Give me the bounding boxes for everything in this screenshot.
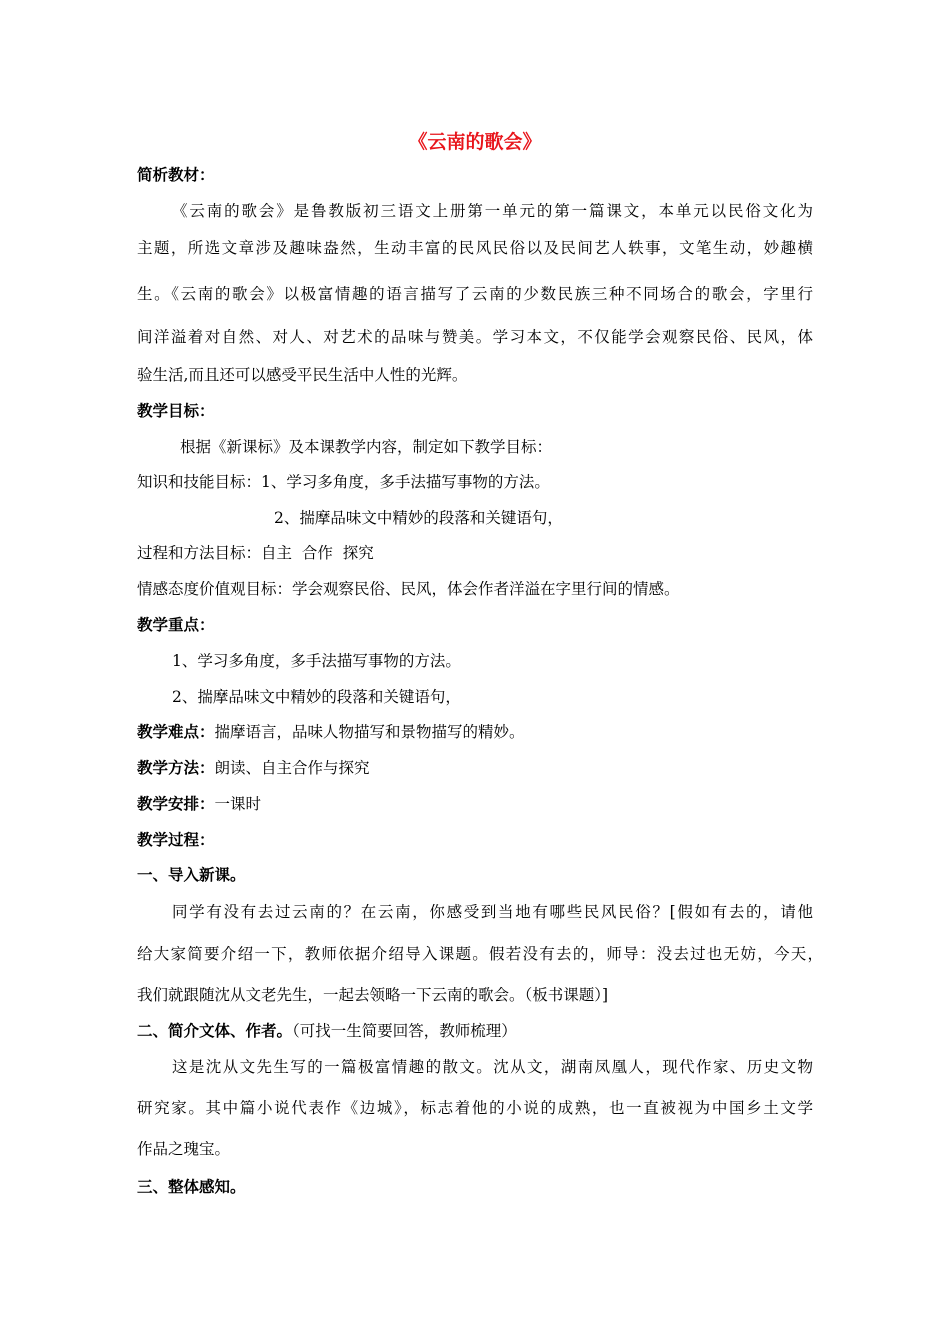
method-label: 教学方法： — [137, 759, 215, 777]
section-2-heading: 二、简介文体、作者。 — [137, 1022, 293, 1040]
key-point-item: 1、学习多角度，多手法描写事物的方法。 — [172, 652, 461, 670]
section-2-line: 研究家。其中篇小说代表作《边城》，标志着他的小说的成熟，也一直被视为中国乡土文学 — [137, 1099, 813, 1117]
key-point-item: 2、揣摩品味文中精妙的段落和关键语句， — [172, 688, 461, 706]
knowledge-goal-1: 1、学习多角度，多手法描写事物的方法。 — [261, 473, 550, 491]
process-heading: 教学过程： — [137, 831, 215, 849]
emotion-goal: 情感态度价值观目标：学会观察民俗、民风，体会作者洋溢在字里行间的情感。 — [137, 580, 680, 598]
section-1-line: 同学有没有去过云南的？在云南，你感受到当地有哪些民风民俗？[假如有去的，请他 — [172, 903, 813, 921]
method-text: 朗读、自主合作与探究 — [214, 759, 370, 777]
method-row — [137, 758, 370, 778]
section-2-note: （可找一生简要回答，教师梳理） — [292, 1022, 517, 1040]
section-3-heading: 三、整体感知。 — [137, 1178, 246, 1196]
goals-intro: 根据《新课标》及本课教学内容，制定如下教学目标： — [180, 438, 553, 456]
intro-line: 《云南的歌会》是鲁教版初三语文上册第一单元的第一篇课文，本单元以民俗文化为 — [172, 202, 813, 220]
section-2-line: 作品之瑰宝。 — [137, 1140, 231, 1158]
intro-line: 验生活,而且还可以感受平民生活中人性的光辉。 — [137, 366, 468, 384]
difficulty-label: 教学难点： — [137, 723, 215, 741]
difficulty-text: 揣摩语言，品味人物描写和景物描写的精妙。 — [214, 723, 525, 741]
difficulty-row — [137, 722, 525, 742]
section-1-heading: 一、导入新课。 — [137, 866, 246, 884]
goals-heading: 教学目标： — [137, 402, 215, 420]
process-goal: 过程和方法目标：自主 合作 探究 — [137, 544, 374, 562]
key-points-heading: 教学重点： — [137, 616, 215, 634]
section-1-line: 给大家简要介绍一下，教师依据介绍导入课题。假若没有去的，师导：没去过也无妨，今天， — [137, 945, 823, 963]
knowledge-goal-label: 知识和技能目标： — [137, 473, 262, 491]
section-1-line: 我们就跟随沈从文老先生，一起去领略一下云南的歌会。（板书课题）] — [137, 986, 609, 1004]
intro-line: 生。《云南的歌会》以极富情趣的语言描写了云南的少数民族三种不同场合的歌会，字里行 — [137, 285, 813, 303]
intro-line: 主题，所选文章涉及趣味盎然，生动丰富的民风民俗以及民间艺人轶事，文笔生动，妙趣横 — [137, 239, 813, 257]
intro-heading: 简析教材： — [137, 166, 215, 184]
section-2-line: 这是沈从文先生写的一篇极富情趣的散文。沈从文，湖南凤凰人，现代作家、历史文物 — [172, 1058, 813, 1076]
schedule-label: 教学安排： — [137, 795, 215, 813]
schedule-text: 一课时 — [214, 795, 262, 813]
knowledge-goal — [137, 472, 550, 492]
intro-line: 间洋溢着对自然、对人、对艺术的品味与赞美。学习本文，不仅能学会观察民俗、民风，体 — [137, 328, 813, 346]
document-title: 《云南的歌会》 — [408, 131, 542, 153]
schedule-row — [137, 794, 261, 814]
knowledge-goal-2: 2、揣摩品味文中精妙的段落和关键语句， — [274, 509, 563, 527]
section-2-row — [137, 1021, 517, 1041]
